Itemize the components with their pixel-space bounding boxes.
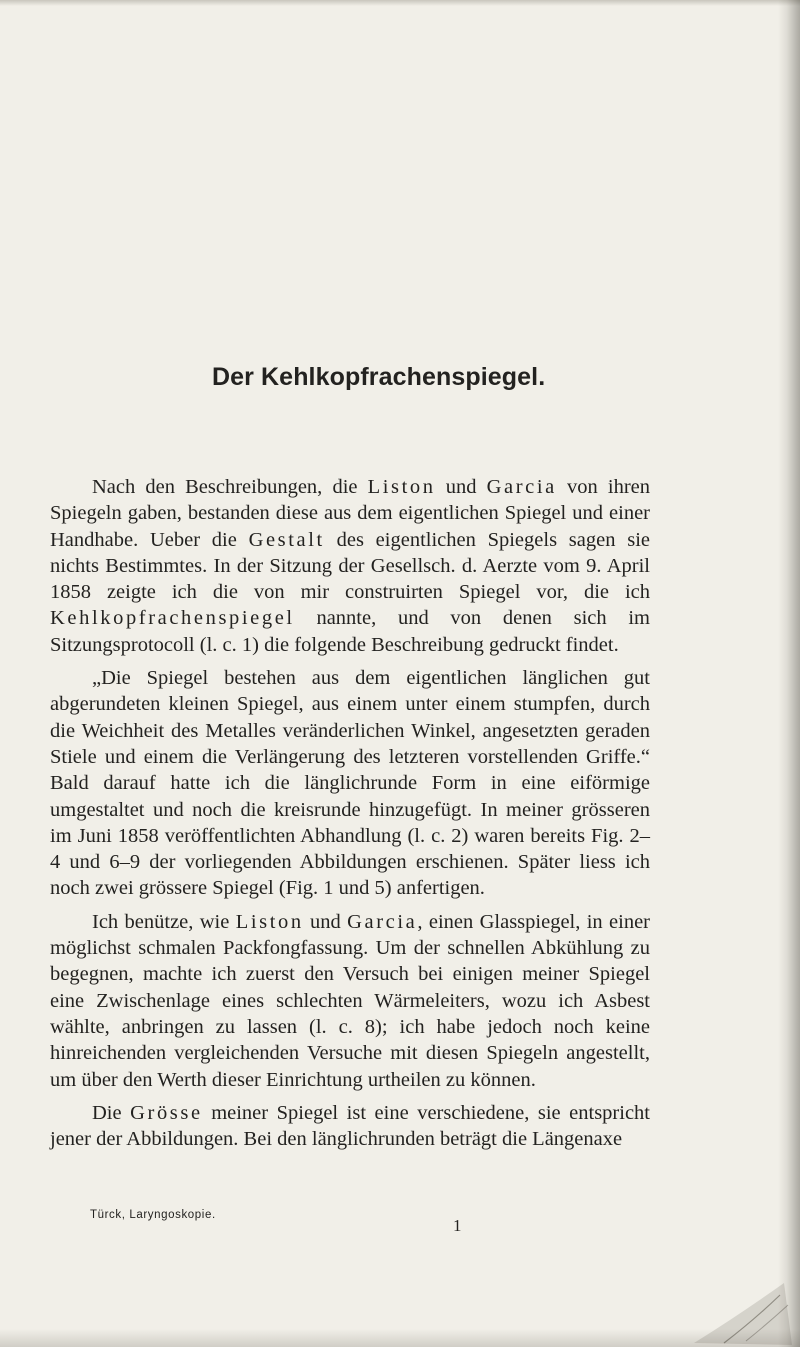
running-footer: Türck, Laryngoskopie. [90, 1209, 216, 1221]
page-corner-curl-icon [684, 1275, 794, 1345]
scan-shadow-top [0, 0, 800, 6]
spaced-emphasis: Liston [367, 476, 436, 498]
paragraph [50, 474, 650, 658]
spaced-emphasis: Kehlkopfrachenspiegel [50, 607, 295, 630]
paragraph [50, 1100, 650, 1153]
text-run: , einen Glasspiegel, in einer möglichst schmalen Packfongfassung. Um der schnellen Abkühlung zu begegnen, machte ich zuerst den Versuch bei einigen meiner Spiegel eine Zwischenlage eines schlechten Wärmeleiters, wozu ich Asbest wählte, anbringen zu lassen (l. c. 8); ich habe jedoch noch keine hinreichenden vergleichenden Versuche mit diesen Spiegeln angestellt, um über den Werth dieser Einrichtung urtheilen zu können. [50, 910, 650, 1091]
text-run: und [435, 476, 487, 498]
text-run: von ihren Spiegeln gaben, bestanden diese aus dem eigentlichen Spiegel und einer Handhabe. Ueber die [50, 476, 651, 551]
page-title: Der Kehlkopfrachenspiegel. [212, 363, 546, 391]
text-run: des eigentlichen Spiegels sagen sie nichts Bestimmtes. In der Sitzung der Gesellsch. d. Aerzte vom 9. April 1858 zeigte ich die von mir construirten Spiegel vor, die ich [50, 528, 650, 604]
scan-shadow-right [778, 0, 800, 1347]
text-run: Ich benütze, wie [92, 910, 236, 933]
text-run: meiner Spiegel ist eine verschiedene, sie entspricht jener der Abbildungen. Bei den länglichrunden beträgt die Längenaxe [50, 1101, 650, 1151]
text-run: Nach den Beschreibungen, die [92, 476, 368, 498]
spaced-emphasis: Garcia [486, 476, 557, 498]
text-run: Die [92, 1101, 131, 1124]
text-run: „Die Spiegel bestehen aus dem eigentlichen länglichen gut abgerundeten kleinen Spiegel, aus einem unter einem stumpfen, durch die Weichheit des Metalles veränderlichen Winkel, angesetzten geraden Stiele und einem die Verlängerung des letzteren vorstellenden Griffe.“ Bald darauf hatte ich die länglichrunde Form in eine eiförmige umgestaltet und noch die kreisrunde hinzugefügt. In meiner grösseren im Juni 1858 veröffentlichten Abhandlung (l. c. 2) waren bereits Fig. 2–4 und 6–9 der vorliegenden Abbildungen erschienen. Später liess ich noch zwei grössere Spiegel (Fig. 1 und 5) anfertigen. [50, 667, 650, 900]
paragraph [50, 909, 650, 1093]
body-text [50, 474, 650, 1152]
page-number: 1 [453, 1216, 462, 1235]
scan-shadow-bottom [0, 1329, 800, 1347]
text-run: und [303, 910, 348, 933]
spaced-emphasis: Garcia [347, 910, 418, 933]
text-run: nannte, und von denen sich im Sitzungsprotocoll (l. c. 1) die folgende Beschreibung gedruckt findet. [50, 607, 650, 656]
spaced-emphasis: Gestalt [248, 528, 325, 551]
spaced-emphasis: Liston [235, 910, 304, 933]
paragraph [50, 665, 650, 902]
spaced-emphasis: Grösse [130, 1101, 203, 1124]
